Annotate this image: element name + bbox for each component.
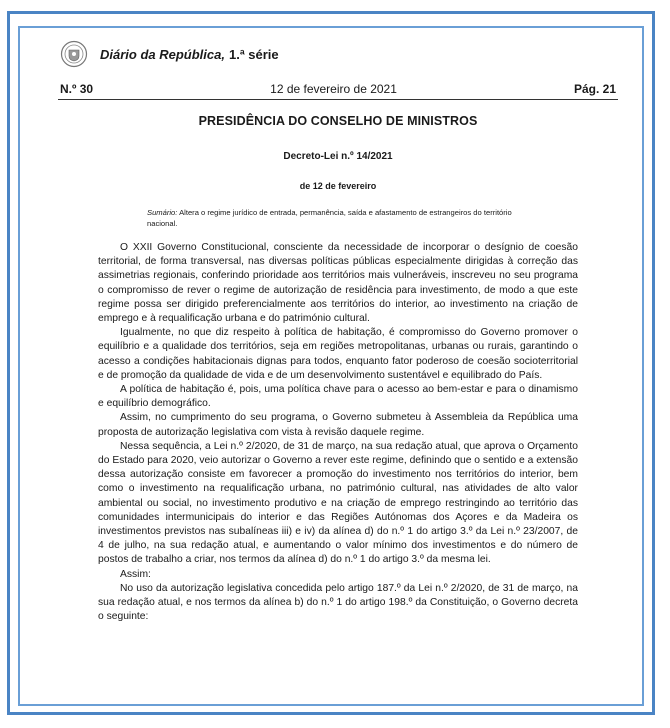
decree-date: de 12 de fevereiro [299, 181, 377, 191]
paragraph: A política de habitação é, pois, uma política chave para o acesso ao bem-estar e para o dinamismo e equilíbrio demográfico. [98, 384, 578, 410]
summary-text: Altera o regime jurídico de entrada, permanência, saída e afastamento de estrangeiros do território nacional. [147, 208, 512, 228]
decree-body [98, 241, 578, 624]
republic-seal-icon [60, 40, 88, 68]
ministry-heading: PRESIDÊNCIA DO CONSELHO DE MINISTROS [198, 114, 478, 128]
paragraph: No uso da autorização legislativa concedida pelo artigo 187.º da Lei n.º 2/2020, de 31 de março, na sua redação atual, e nos termos da alínea b) do n.º 1 do artigo 198.º da Constituição, o Governo decreta o seguinte: [98, 582, 578, 623]
paragraph: Assim, no cumprimento do seu programa, o Governo submeteu à Assembleia da República uma proposta de autorização legislativa com vista à revisão daquele regime. [98, 412, 578, 438]
page-number: Pág. 21 [573, 82, 616, 96]
summary [147, 207, 542, 229]
issue-date: 12 de fevereiro de 2021 [270, 82, 397, 96]
paragraph: O XXII Governo Constitucional, consciente da necessidade de incorporar o desígnio de coesão territorial, de forma transversal, nas diversas políticas públicas especialmente dirigidas à correção das assimetrias regionais, conferindo prioridade aos territórios mais vulneráveis, inscreveu no seu programa o compromisso de rever o regime de autorização de residência para investimento, de modo a que este regime possa ser dirigido preferencialmente aos territórios do interior, ao investimento na criação de emprego e à requalificação urbana e do património cultural. [98, 242, 578, 325]
issue-number: N.º 30 [60, 82, 94, 96]
journal-series: 1.ª série [228, 46, 279, 62]
journal-title: Diário da República, [100, 46, 225, 62]
paragraph: Igualmente, no que diz respeito à política de habitação, é compromisso do Governo promover o equilíbrio e a qualidade dos territórios, seja em regiões metropolitanas, urbanas ou rurais, garantindo o acesso a condições habitacionais dignas para todos, enquanto fator poderoso de coesão socioterritorial e de promoção da qualidade de vida e de um desenvolvimento sustentável e equilibrado do País. [98, 327, 578, 381]
decree-title: Decreto-Lei n.º 14/2021 [283, 151, 393, 162]
paragraph: Assim: [120, 568, 151, 580]
issue-bar [60, 81, 616, 97]
journal-header [60, 40, 279, 68]
summary-label: Sumário: [147, 208, 178, 217]
header-divider [58, 99, 618, 100]
paragraph: Nessa sequência, a Lei n.º 2/2020, de 31 de março, na sua redação atual, que aprova o Orçamento do Estado para 2020, veio autorizar o Governo a rever este regime, definindo que o sentido e a extensão dessa autorização consiste em favorecer a promoção do investimento nos territórios do interior, bem como o investimento na requalificação urbana, no património cultural, nas atividades de alto valor ambiental ou social, no investimento produtivo e na criação de emprego restringindo ao território das comunidades intermunicipais do interior e das Regiões Autónomas dos Açores e da Madeira os investimentos previstos nas subalíneas iii) e iv) da alínea d) do n.º 1 do artigo 3.º da Lei n.º 23/2007, de 4 de julho, na sua redação atual, e aumentando o valor mínimo dos investimentos e do número de postos de trabalho a criar, nos termos da alínea d) do n.º 1 do artigo 3.º da mesma lei. [98, 440, 578, 566]
